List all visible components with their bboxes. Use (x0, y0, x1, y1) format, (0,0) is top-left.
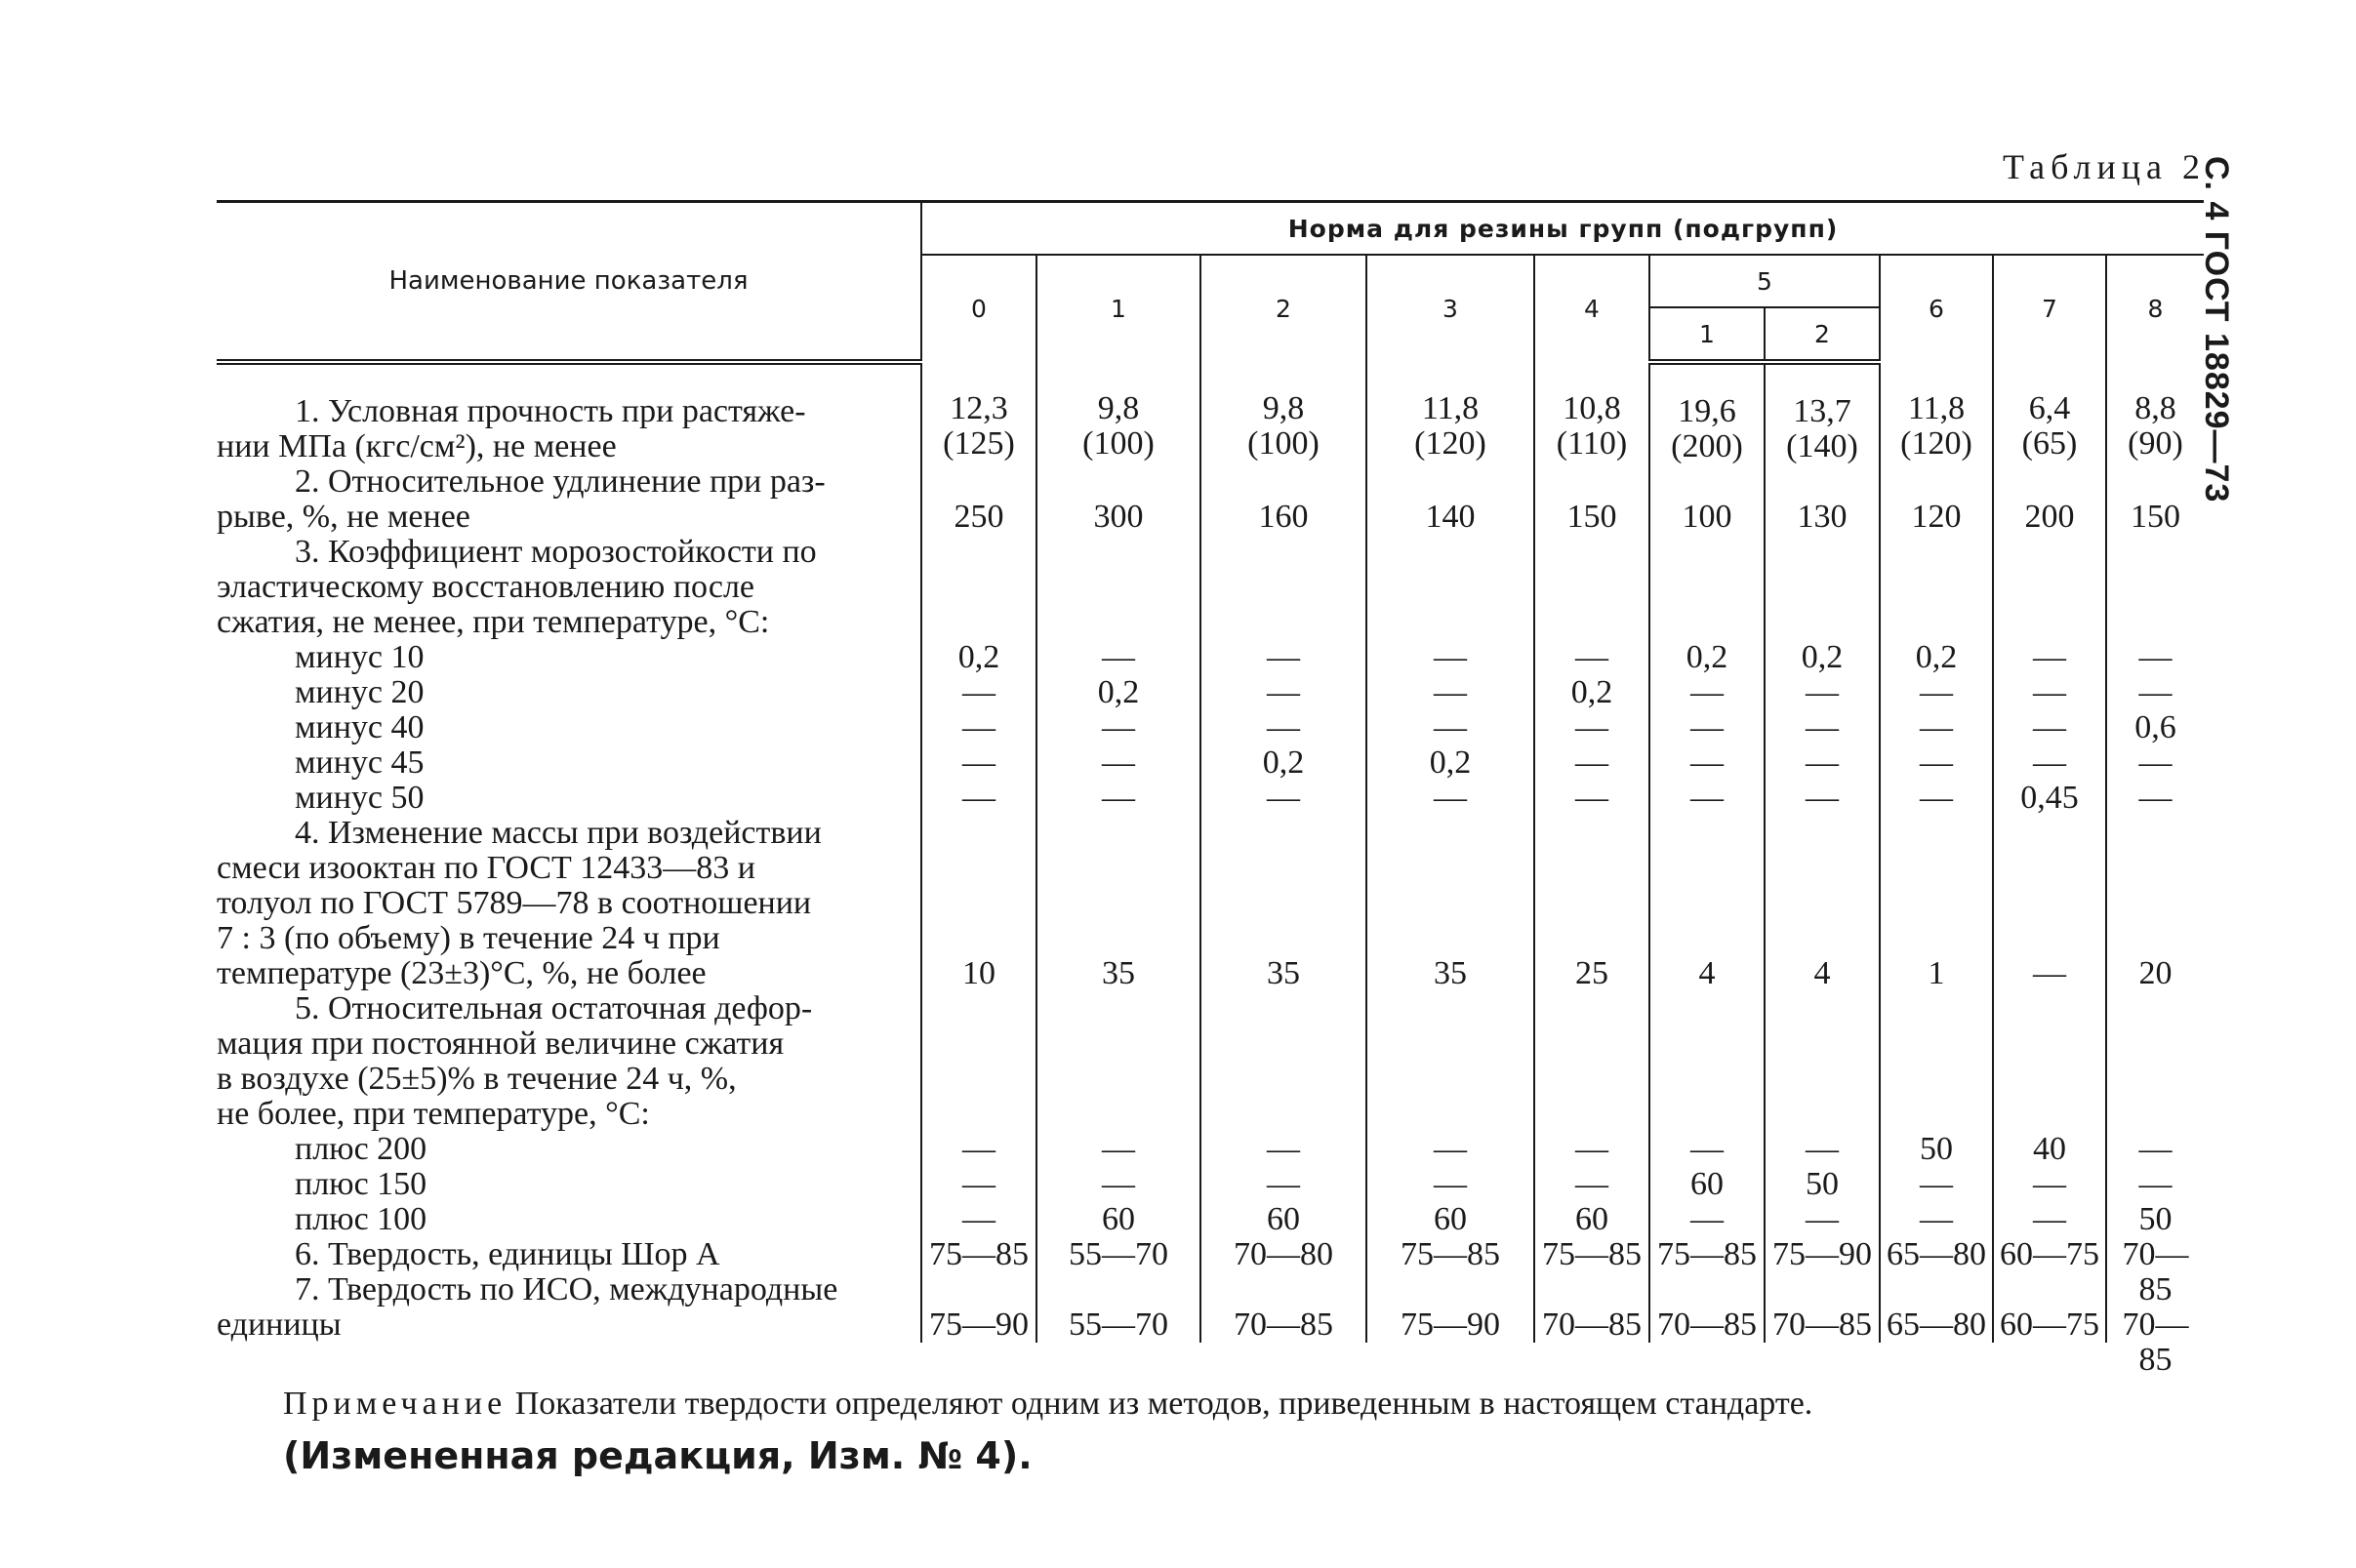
header-group-3: 3 (1366, 255, 1534, 362)
row-name (217, 991, 921, 1237)
value-line: (100) (1082, 425, 1155, 462)
value-line: 0,2 (1262, 744, 1305, 781)
table-row (217, 1272, 2204, 1343)
value-cell (921, 991, 1036, 1237)
value-cell (1880, 464, 1993, 535)
value-line: 12,3 (950, 390, 1008, 426)
value-line: 0,2 (1097, 674, 1140, 710)
header-group-8: 8 (2106, 255, 2204, 362)
value-line: 35 (1267, 955, 1300, 991)
norms-table (217, 200, 2204, 1378)
value-cell (1993, 362, 2106, 464)
value-line: — (1267, 1131, 1300, 1167)
value-line: — (1434, 780, 1467, 816)
value-line: — (2138, 1166, 2173, 1202)
value-line: — (1102, 780, 1135, 816)
value-line: 0,2 (1429, 744, 1472, 781)
value-line: 70—85 (1542, 1307, 1642, 1343)
row-name-line: температуре (23±3)°С, %, не более (217, 955, 707, 991)
value-cell (1765, 362, 1880, 464)
value-line: 150 (1566, 499, 1617, 535)
table-note (283, 1386, 2186, 1423)
value-line: — (1575, 744, 1608, 781)
value-line: (90) (2128, 425, 2183, 462)
value-cell (1649, 1237, 1765, 1272)
value-line: 60 (1267, 1201, 1300, 1237)
value-cell (1765, 464, 1880, 535)
table-caption: Таблица 2 (2003, 147, 2206, 186)
value-line: 150 (2131, 499, 2180, 535)
row-name-line: 5. Относительная остаточная дефор- (295, 990, 813, 1026)
value-line: — (1575, 1131, 1608, 1167)
row-name-line: 4. Изменение массы при воздействии (295, 815, 822, 851)
value-line: — (1920, 1166, 1953, 1202)
value-line: (140) (1786, 428, 1858, 464)
value-line: 60—75 (2000, 1307, 2099, 1343)
value-line: — (1575, 639, 1608, 675)
row-name-line: толуол по ГОСТ 5789—78 в соотношении (217, 885, 812, 921)
row-name-line: нии МПа (кгс/см²), не менее (217, 428, 617, 464)
value-cell (1765, 1272, 1880, 1343)
value-line: 35 (1434, 955, 1467, 991)
value-cell (1880, 991, 1993, 1237)
header-group-7: 7 (1993, 255, 2106, 362)
value-cell (1880, 535, 1993, 816)
value-line: — (962, 744, 995, 781)
row-name-line: 1. Условная прочность при растяже- (295, 393, 806, 429)
value-cell (1534, 1272, 1649, 1343)
value-line: — (1102, 639, 1135, 675)
value-line: 75—85 (929, 1236, 1029, 1272)
value-line: — (962, 1131, 995, 1167)
value-line: — (2138, 780, 2173, 816)
value-cell (921, 535, 1036, 816)
value-line: — (1434, 1166, 1467, 1202)
value-line: (100) (1247, 425, 1320, 462)
value-cell (1534, 816, 1649, 991)
value-line: 70—80 (1234, 1236, 1333, 1272)
row-subitem: плюс 150 (295, 1166, 427, 1202)
value-line: — (1806, 674, 1839, 710)
value-line: — (1690, 1201, 1724, 1237)
value-line: 70—85 (1657, 1307, 1757, 1343)
value-line: 60 (1575, 1201, 1608, 1237)
value-line: 60 (1102, 1201, 1135, 1237)
value-cell (1366, 991, 1534, 1237)
value-cell (1649, 464, 1765, 535)
value-cell (1200, 1237, 1366, 1272)
value-cell (1765, 1237, 1880, 1272)
value-line: 65—80 (1887, 1236, 1986, 1272)
value-cell (1880, 1272, 1993, 1343)
value-line: 0,45 (2020, 780, 2079, 816)
value-line: — (1267, 1166, 1300, 1202)
value-line: 0,2 (1686, 639, 1728, 675)
value-cell (1200, 535, 1366, 816)
value-line: — (2033, 1166, 2066, 1202)
note-text: Показатели твердости определяют одним из методов, приведенным в настоящем стандарте. (514, 1386, 1813, 1422)
value-line: 10,8 (1563, 390, 1621, 426)
row-name-line: единицы (217, 1307, 342, 1343)
value-cell (1993, 1272, 2106, 1343)
value-line (1535, 464, 1648, 500)
value-line (1650, 464, 1764, 500)
row-subitem: минус 40 (295, 709, 425, 745)
row-name (217, 362, 921, 464)
value-cell (1036, 464, 1200, 535)
row-subitem: минус 45 (295, 744, 425, 781)
table-row (217, 464, 2204, 535)
value-cell (921, 816, 1036, 991)
value-cell (1036, 362, 1200, 464)
row-name-line: рыве, %, не менее (217, 499, 470, 535)
row-name (217, 816, 921, 991)
value-line: — (962, 1201, 995, 1237)
value-line (1881, 464, 1992, 500)
value-line (1766, 464, 1879, 500)
row-name-line: эластическому восстановлению после (217, 569, 755, 605)
value-line: — (1690, 674, 1724, 710)
value-line (1994, 464, 2105, 500)
value-cell (921, 362, 1036, 464)
value-line: — (1920, 1201, 1953, 1237)
value-line: (200) (1671, 428, 1743, 464)
value-cell (1200, 991, 1366, 1237)
value-cell (1534, 1237, 1649, 1272)
value-line (922, 464, 1036, 500)
value-line: 4 (1698, 955, 1716, 991)
row-name-line: 3. Коэффициент морозостойкости по (295, 534, 817, 570)
value-cell (2106, 464, 2204, 535)
value-line: — (1434, 639, 1467, 675)
row-name (217, 1237, 921, 1272)
value-cell (921, 464, 1036, 535)
table-row (217, 362, 2204, 464)
value-line: — (2138, 744, 2173, 781)
value-line: 4 (1813, 955, 1831, 991)
value-line: (125) (943, 425, 1015, 462)
value-line: — (1806, 1201, 1839, 1237)
value-line: 55—70 (1069, 1307, 1168, 1343)
value-line: 60—75 (2000, 1236, 2099, 1272)
value-cell (2106, 535, 2204, 816)
value-line: 160 (1258, 499, 1309, 535)
value-line: 75—85 (1542, 1236, 1642, 1272)
header-group-1: 1 (1036, 255, 1200, 362)
value-line: 75—85 (1657, 1236, 1757, 1272)
header-group-4: 4 (1534, 255, 1649, 362)
value-line: — (1102, 709, 1135, 745)
value-line: — (1102, 1166, 1135, 1202)
value-line: 6,4 (2028, 390, 2071, 426)
value-line: — (2138, 639, 2173, 675)
value-cell (1036, 535, 1200, 816)
value-cell (1366, 816, 1534, 991)
value-cell (1036, 1272, 1200, 1343)
row-name-line: мация при постоянной величине сжатия (217, 1025, 785, 1062)
value-cell (1534, 362, 1649, 464)
value-line: (120) (1414, 425, 1486, 462)
value-line: 9,8 (1262, 390, 1305, 426)
value-line: — (1575, 780, 1608, 816)
header-group-6: 6 (1880, 255, 1993, 362)
row-subitem: минус 50 (295, 780, 425, 816)
value-line (2107, 464, 2204, 500)
value-line: — (1102, 1131, 1135, 1167)
row-name-line: в воздухе (25±5)% в течение 24 ч, %, (217, 1061, 737, 1097)
value-line: 25 (1575, 955, 1608, 991)
value-cell (1036, 1237, 1200, 1272)
value-line: 140 (1425, 499, 1476, 535)
value-line: — (2033, 955, 2066, 991)
value-cell (1880, 1237, 1993, 1272)
value-line: 35 (1102, 955, 1135, 991)
value-cell (1200, 362, 1366, 464)
value-cell (1366, 1272, 1534, 1343)
value-line: — (1806, 1131, 1839, 1167)
value-line: — (1920, 709, 1953, 745)
value-cell (1993, 991, 2106, 1237)
value-line: 120 (1911, 499, 1962, 535)
value-line: 70—85 (1772, 1307, 1872, 1343)
value-cell (1036, 816, 1200, 991)
value-line: — (2138, 674, 2173, 710)
value-cell (1366, 1237, 1534, 1272)
value-line: 50 (1806, 1166, 1839, 1202)
value-line: 75—90 (1401, 1307, 1500, 1343)
value-line: 55—70 (1069, 1236, 1168, 1272)
value-cell (1993, 464, 2106, 535)
row-name-line: 6. Твердость, единицы Шор А (295, 1236, 720, 1272)
value-cell (1993, 816, 2106, 991)
value-line: 0,2 (957, 639, 1000, 675)
edition-note: (Измененная редакция, Изм. № 4). (283, 1434, 1033, 1477)
value-line: 75—90 (1772, 1236, 1872, 1272)
value-line: — (1690, 1131, 1724, 1167)
header-subgroup-5-2: 2 (1765, 307, 1880, 362)
value-line: — (2138, 1131, 2173, 1167)
header-name-column: Наименование показателя (217, 202, 921, 363)
value-line: — (962, 674, 995, 710)
value-line: 40 (2033, 1131, 2066, 1167)
value-line: — (2033, 674, 2066, 710)
value-line: 70—85 (2122, 1236, 2189, 1307)
value-line: 250 (954, 499, 1004, 535)
value-line: — (1690, 744, 1724, 781)
value-line: 70—85 (1234, 1307, 1333, 1343)
row-subitem: минус 20 (295, 674, 425, 710)
value-line: — (1920, 744, 1953, 781)
value-cell (921, 1272, 1036, 1343)
value-line: — (1806, 709, 1839, 745)
value-line: — (962, 780, 995, 816)
value-line: — (1690, 780, 1724, 816)
value-line: — (1434, 1131, 1467, 1167)
row-name (217, 535, 921, 816)
value-cell (2106, 816, 2204, 991)
value-line (1367, 464, 1533, 500)
value-cell (1649, 1272, 1765, 1343)
value-line: — (2033, 744, 2066, 781)
header-group-5: 5 (1649, 255, 1880, 307)
value-line: — (962, 709, 995, 745)
value-line: — (1434, 674, 1467, 710)
value-line: 50 (1920, 1131, 1953, 1167)
row-name-line: смеси изооктан по ГОСТ 12433—83 и (217, 850, 756, 886)
value-cell (1649, 991, 1765, 1237)
value-line: — (1806, 780, 1839, 816)
value-line: — (2033, 709, 2066, 745)
row-name-line: 7 : 3 (по объему) в течение 24 ч при (217, 920, 720, 956)
value-line: (65) (2021, 425, 2078, 462)
table-row (217, 991, 2204, 1237)
value-line: 11,8 (1421, 390, 1480, 426)
value-cell (1534, 535, 1649, 816)
value-cell (1765, 991, 1880, 1237)
value-cell (1200, 816, 1366, 991)
value-cell (1649, 535, 1765, 816)
note-label: Примечание (283, 1386, 508, 1422)
value-line (1037, 464, 1199, 500)
row-name (217, 1272, 921, 1343)
value-line: 8,8 (2134, 390, 2176, 426)
table-row (217, 816, 2204, 991)
value-line: — (2033, 1201, 2066, 1237)
value-line (1201, 464, 1365, 500)
row-subitem: плюс 100 (295, 1201, 427, 1237)
value-line: 60 (1690, 1166, 1724, 1202)
value-line: 75—90 (929, 1307, 1029, 1343)
header-subgroup-5-1: 1 (1649, 307, 1765, 362)
value-line: — (1267, 709, 1300, 745)
value-line: 50 (2138, 1201, 2173, 1237)
value-cell (1649, 816, 1765, 991)
value-line: — (1267, 639, 1300, 675)
value-cell (1200, 464, 1366, 535)
value-line: — (1575, 1166, 1608, 1202)
value-line: 0,2 (1570, 674, 1613, 710)
value-line: (110) (1556, 425, 1628, 462)
row-name (217, 464, 921, 535)
value-line: 0,6 (2134, 709, 2176, 745)
value-cell (1765, 535, 1880, 816)
header-group-0: 0 (921, 255, 1036, 362)
value-cell (2106, 362, 2204, 464)
value-line: 300 (1093, 499, 1144, 535)
value-cell (1036, 991, 1200, 1237)
value-line: — (1575, 709, 1608, 745)
value-line: 200 (2024, 499, 2075, 535)
row-name-line: 2. Относительное удлинение при раз- (295, 463, 826, 500)
value-line: 19,6 (1678, 393, 1736, 429)
value-line: 65—80 (1887, 1307, 1986, 1343)
value-line: 100 (1682, 499, 1732, 535)
value-line: — (1806, 744, 1839, 781)
value-line: 13,7 (1793, 393, 1851, 429)
value-line: — (2033, 639, 2066, 675)
value-line: — (1690, 709, 1724, 745)
value-cell (1366, 362, 1534, 464)
value-line: 0,2 (1915, 639, 1958, 675)
value-cell (921, 1237, 1036, 1272)
value-line: 0,2 (1801, 639, 1844, 675)
row-name-line: 7. Твердость по ИСО, международные (295, 1271, 838, 1307)
value-line: — (1920, 674, 1953, 710)
value-line: — (1267, 674, 1300, 710)
table-row (217, 1237, 2204, 1272)
value-line: 11,8 (1907, 390, 1966, 426)
header-group-2: 2 (1200, 255, 1366, 362)
value-line: 70—85 (2122, 1307, 2189, 1378)
value-cell (1366, 464, 1534, 535)
value-cell (1880, 362, 1993, 464)
value-cell (1649, 362, 1765, 464)
value-cell (1534, 464, 1649, 535)
header-norm: Норма для резины групп (подгрупп) (921, 202, 2204, 256)
table-row (217, 535, 2204, 816)
value-cell (1366, 535, 1534, 816)
value-line: (120) (1900, 425, 1972, 462)
value-line: — (1920, 780, 1953, 816)
row-subitem: минус 10 (295, 639, 425, 675)
value-line: — (1267, 780, 1300, 816)
value-line: 75—85 (1401, 1236, 1500, 1272)
row-name-line: не более, при температуре, °С: (217, 1096, 650, 1132)
value-line: 60 (1434, 1201, 1467, 1237)
value-line: — (962, 1166, 995, 1202)
value-cell (1534, 991, 1649, 1237)
value-line: 9,8 (1097, 390, 1140, 426)
value-cell (1993, 535, 2106, 816)
value-cell (1993, 1237, 2106, 1272)
document-side-label: С. 4 ГОСТ 18829—73 (2198, 156, 2235, 503)
value-line: 10 (962, 955, 995, 991)
value-cell (2106, 991, 2204, 1237)
value-line: — (1434, 709, 1467, 745)
row-name-line: сжатия, не менее, при температуре, °С: (217, 604, 770, 640)
value-cell (1880, 816, 1993, 991)
value-cell (2106, 1236, 2204, 1307)
value-line: 1 (1928, 955, 1945, 991)
value-cell (1200, 1272, 1366, 1343)
value-line: 130 (1797, 499, 1848, 535)
row-subitem: плюс 200 (295, 1131, 427, 1167)
value-cell (1765, 816, 1880, 991)
value-line: — (1102, 744, 1135, 781)
value-line: 20 (2138, 955, 2173, 991)
